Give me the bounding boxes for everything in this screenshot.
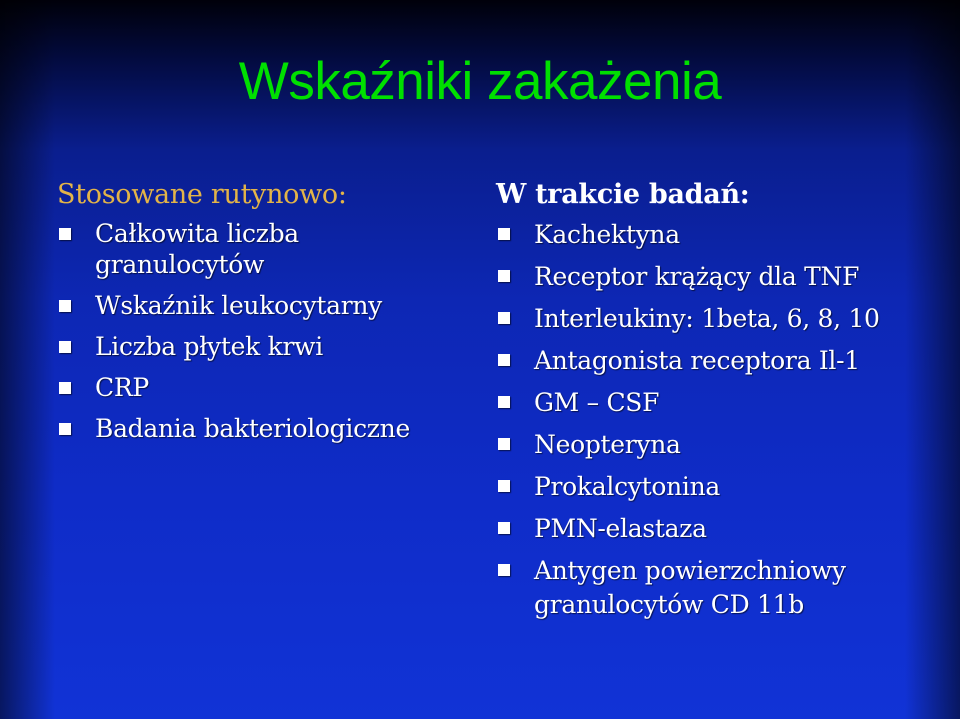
square-bullet-icon bbox=[59, 382, 71, 394]
list-item bbox=[496, 218, 936, 252]
list-item bbox=[496, 512, 936, 546]
list-item-text: GM – CSF bbox=[534, 388, 660, 417]
list-item-text: Liczba płytek krwi bbox=[95, 332, 323, 361]
left-column-heading: Stosowane rutynowo: bbox=[57, 179, 347, 210]
list-item bbox=[496, 260, 936, 294]
list-item bbox=[57, 413, 477, 444]
right-column-heading: W trakcie badań: bbox=[496, 179, 750, 210]
square-bullet-icon bbox=[498, 312, 510, 324]
list-item-text: Interleukiny: 1beta, 6, 8, 10 bbox=[534, 304, 880, 333]
list-item-text: PMN-elastaza bbox=[534, 514, 707, 543]
square-bullet-icon bbox=[498, 480, 510, 492]
left-column bbox=[57, 176, 477, 454]
right-column bbox=[496, 176, 936, 630]
list-item-text: Prokalcytonina bbox=[534, 472, 720, 501]
list-item bbox=[57, 372, 477, 403]
list-item-text: Receptor krążący dla TNF bbox=[534, 262, 860, 291]
list-item bbox=[496, 302, 936, 336]
list-item-text: Kachektyna bbox=[534, 220, 680, 249]
square-bullet-icon bbox=[498, 228, 510, 240]
right-list bbox=[496, 218, 936, 622]
left-list bbox=[57, 218, 477, 444]
slide-title: Wskaźniki zakażenia bbox=[238, 52, 722, 111]
list-item bbox=[57, 290, 477, 321]
square-bullet-icon bbox=[498, 438, 510, 450]
square-bullet-icon bbox=[498, 270, 510, 282]
square-bullet-icon bbox=[498, 396, 510, 408]
list-item-text: Neopteryna bbox=[534, 430, 681, 459]
list-item bbox=[496, 344, 936, 378]
square-bullet-icon bbox=[59, 423, 71, 435]
square-bullet-icon bbox=[59, 341, 71, 353]
list-item bbox=[57, 331, 477, 362]
square-bullet-icon bbox=[498, 354, 510, 366]
square-bullet-icon bbox=[498, 522, 510, 534]
list-item bbox=[496, 386, 936, 420]
list-item-text: Wskaźnik leukocytarny bbox=[95, 291, 382, 320]
list-item-text: Antygen powierzchniowy granulocytów CD 11b bbox=[534, 556, 846, 619]
list-item bbox=[496, 554, 936, 622]
list-item bbox=[496, 428, 936, 462]
square-bullet-icon bbox=[498, 564, 510, 576]
square-bullet-icon bbox=[59, 228, 71, 240]
list-item-text: CRP bbox=[95, 373, 149, 402]
square-bullet-icon bbox=[59, 300, 71, 312]
list-item-text: Badania bakteriologiczne bbox=[95, 414, 410, 443]
list-item bbox=[496, 470, 936, 504]
list-item-text: Antagonista receptora Il-1 bbox=[534, 346, 860, 375]
list-item-text: Całkowita liczba granulocytów bbox=[95, 219, 299, 279]
list-item bbox=[57, 218, 477, 280]
